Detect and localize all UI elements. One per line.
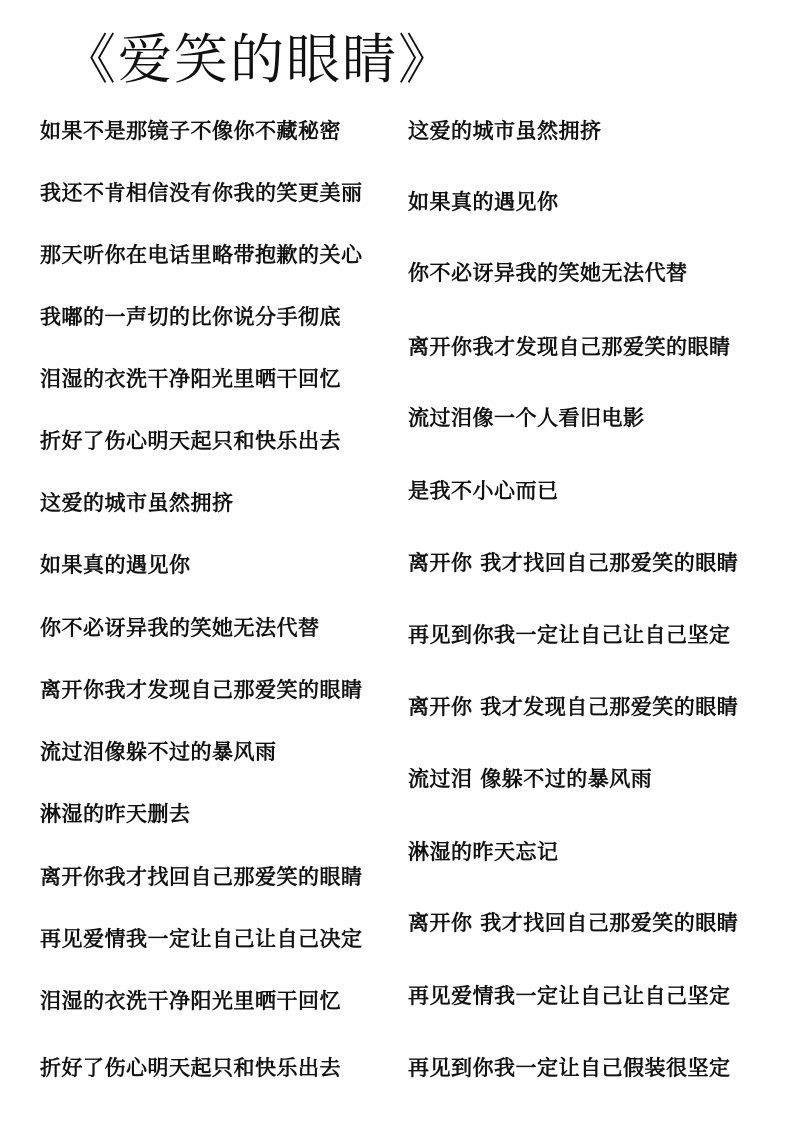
lyric-line: 离开你我才发现自己那爱笑的眼睛 — [40, 678, 363, 702]
lyric-line: 这爱的城市虽然拥挤 — [40, 491, 234, 515]
lyric-line: 是我不小心而已 — [408, 479, 559, 503]
lyric-line: 我还不肯相信没有你我的笑更美丽 — [40, 181, 363, 205]
lyric-line: 这爱的城市虽然拥挤 — [408, 119, 602, 143]
lyric-line: 离开你 我才找回自己那爱笑的眼睛 — [408, 911, 739, 935]
lyric-line: 再见爱情我一定让自己让自己决定 — [40, 927, 363, 951]
lyric-line: 你不必讶异我的笑她无法代替 — [408, 261, 688, 285]
lyric-line: 流过泪 像躲不过的暴风雨 — [408, 767, 653, 791]
lyric-line: 离开你 我才找回自己那爱笑的眼睛 — [408, 551, 739, 575]
lyric-line: 如果不是那镜子不像你不藏秘密 — [40, 119, 341, 143]
lyric-line: 再见爱情我一定让自己让自己坚定 — [408, 984, 731, 1008]
lyric-line: 再见到你我一定让自己假装很坚定 — [408, 1056, 731, 1080]
lyric-line: 流过泪像一个人看旧电影 — [408, 406, 645, 430]
lyric-line: 泪湿的衣洗干净阳光里晒干回忆 — [40, 367, 341, 391]
lyric-line: 再见到你我一定让自己让自己坚定 — [408, 623, 731, 647]
lyric-line: 淋湿的昨天忘记 — [408, 840, 559, 864]
lyric-line: 折好了伤心明天起只和快乐出去 — [40, 1056, 341, 1080]
lyric-line: 你不必讶异我的笑她无法代替 — [40, 616, 320, 640]
lyric-line: 如果真的遇见你 — [408, 190, 559, 214]
lyric-line: 我嘟的一声切的比你说分手彻底 — [40, 305, 341, 329]
lyric-line: 离开你 我才发现自己那爱笑的眼睛 — [408, 695, 739, 719]
lyric-line: 离开你我才找回自己那爱笑的眼睛 — [40, 865, 363, 889]
lyric-line: 泪湿的衣洗干净阳光里晒干回忆 — [40, 989, 341, 1013]
page-title: 《爱笑的眼睛》 — [62, 28, 454, 91]
lyric-line: 离开你我才发现自己那爱笑的眼睛 — [408, 335, 731, 359]
lyric-line: 如果真的遇见你 — [40, 553, 191, 577]
lyric-line: 那天听你在电话里略带抱歉的关心 — [40, 243, 363, 267]
lyric-line: 流过泪像躲不过的暴风雨 — [40, 740, 277, 764]
lyric-line: 折好了伤心明天起只和快乐出去 — [40, 429, 341, 453]
lyric-line: 淋湿的昨天删去 — [40, 802, 191, 826]
